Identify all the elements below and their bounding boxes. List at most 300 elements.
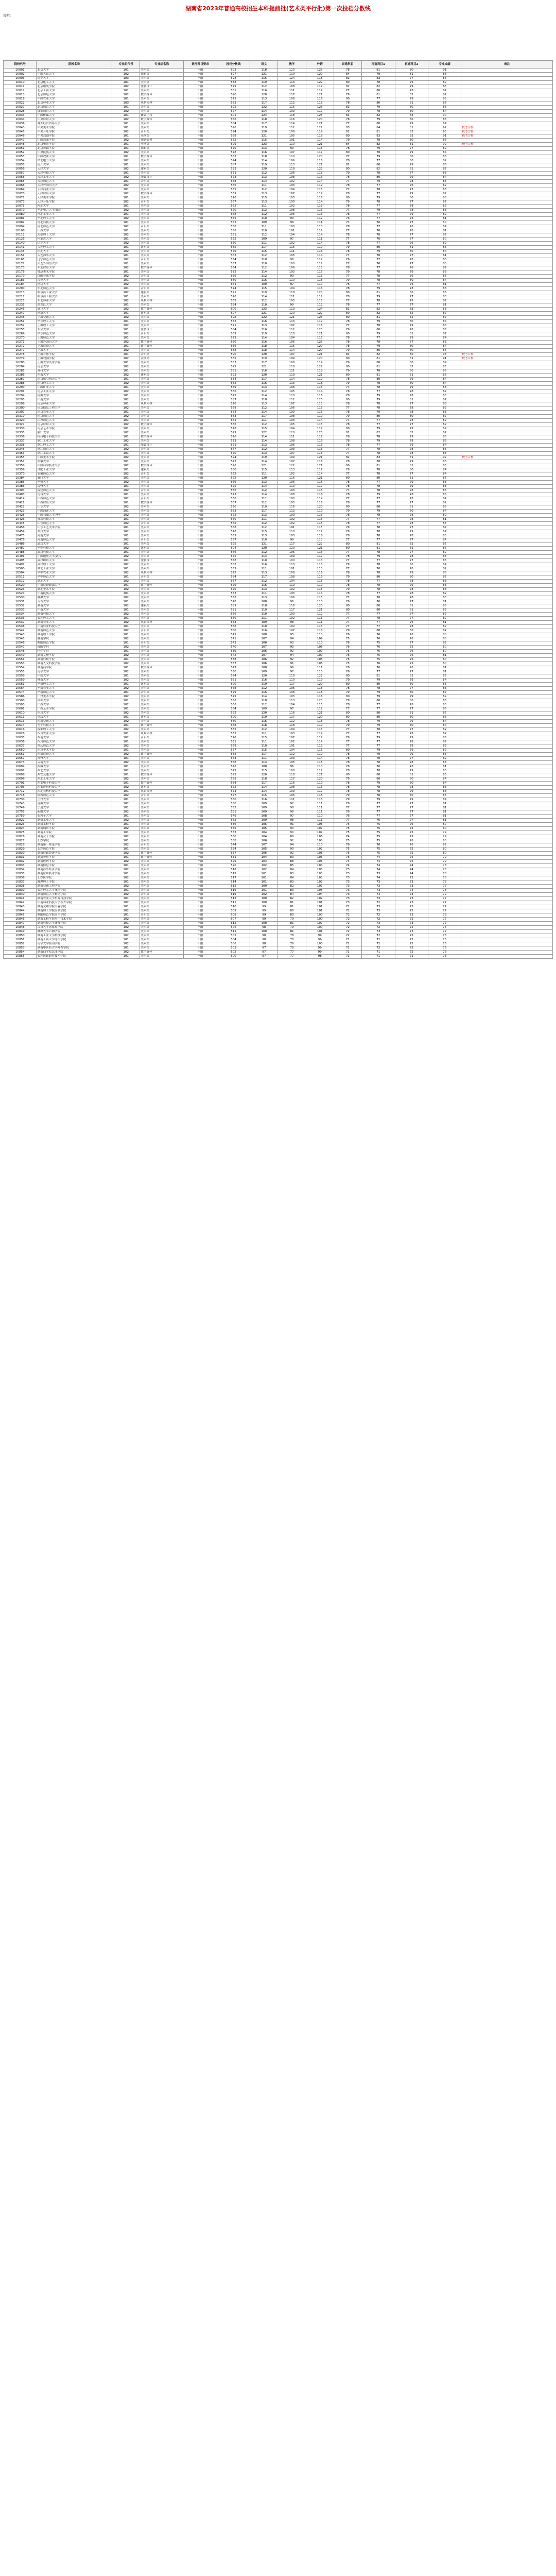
table-cell: 110 <box>278 279 306 283</box>
column-header: 专业成绩 <box>428 61 461 69</box>
table-cell: 97 <box>250 946 278 951</box>
table-cell: 79 <box>334 93 361 97</box>
table-cell: 76 <box>362 238 395 242</box>
table-cell: 516 <box>217 889 250 893</box>
table-cell: 82 <box>428 390 461 394</box>
table-cell: 76 <box>334 600 361 604</box>
table-cell: 88 <box>278 860 306 864</box>
table-cell: 东北财经大学 <box>37 266 112 270</box>
table-cell: 80 <box>362 604 395 608</box>
table-cell: 512 <box>217 922 250 926</box>
table-cell: 10551 <box>4 658 37 662</box>
table-cell: 78 <box>428 864 461 868</box>
table-cell: 107 <box>278 353 306 357</box>
table-cell: 118 <box>250 345 278 349</box>
table-cell: 80 <box>362 505 395 510</box>
table-row <box>4 839 553 843</box>
table-row <box>4 679 553 683</box>
table-cell: 109 <box>250 621 278 625</box>
table-cell: 597 <box>217 312 250 316</box>
table-row <box>4 460 553 464</box>
table-cell: 97 <box>278 707 306 711</box>
table-cell: 74 <box>395 889 428 893</box>
table-cell: 音乐类 <box>140 497 184 501</box>
table-cell: 100 <box>278 625 306 629</box>
table-cell: 83 <box>428 435 461 439</box>
table-row <box>4 180 553 184</box>
table-cell: 10614 <box>4 724 37 728</box>
table-cell: 84 <box>278 893 306 897</box>
table-cell: 114 <box>306 732 334 736</box>
table-cell: 553 <box>217 621 250 625</box>
table-cell: 568 <box>217 180 250 184</box>
table-cell: 79 <box>362 73 395 77</box>
table-cell: 80 <box>395 291 428 295</box>
table-cell: 594 <box>217 674 250 679</box>
table-cell: 美术类 <box>140 563 184 567</box>
table-cell: 78 <box>395 205 428 209</box>
table-cell: 72 <box>362 918 395 922</box>
table-cell: 566 <box>217 184 250 188</box>
table-cell: 112 <box>306 303 334 308</box>
table-cell: 不限 <box>184 279 217 283</box>
table-cell: 79 <box>362 106 395 110</box>
table-cell: 591 <box>217 608 250 613</box>
table-cell: 109 <box>250 810 278 815</box>
table-cell: 10475 <box>4 534 37 538</box>
table-cell: 10511 <box>4 575 37 580</box>
table-cell: 不限 <box>184 167 217 172</box>
table-cell: 102 <box>112 130 140 134</box>
table-cell: 10823 <box>4 823 37 827</box>
table-cell: 81 <box>395 464 428 468</box>
table-cell: 75 <box>334 823 361 827</box>
table-cell: 风景园林 <box>140 790 184 794</box>
table-cell: 102 <box>112 275 140 279</box>
table-cell: 不限 <box>184 543 217 547</box>
table-cell: 82 <box>428 242 461 246</box>
table-cell: 美术类 <box>140 876 184 880</box>
table-row <box>4 777 553 782</box>
table-cell: 117 <box>250 122 278 126</box>
table-cell: 113 <box>278 81 306 85</box>
table-cell <box>461 538 553 543</box>
table-cell: 不限 <box>184 827 217 831</box>
table-cell: 80 <box>428 221 461 225</box>
table-cell: 80 <box>395 159 428 163</box>
table-cell: 102 <box>112 522 140 526</box>
table-cell: 114 <box>306 254 334 258</box>
table-cell: 不限 <box>184 703 217 707</box>
table-cell: 95 <box>278 633 306 637</box>
table-cell <box>461 909 553 913</box>
table-cell: 101 <box>112 238 140 242</box>
table-row <box>4 481 553 485</box>
table-cell: 82 <box>428 740 461 744</box>
table-cell: 石河子大学 <box>37 815 112 819</box>
table-cell: 上海大学 <box>37 349 112 353</box>
table-cell: 116 <box>250 89 278 93</box>
table-cell: 101 <box>112 89 140 93</box>
table-cell: 73 <box>334 872 361 876</box>
table-cell: 97 <box>278 802 306 806</box>
table-cell: 76 <box>362 765 395 769</box>
table-cell: 美术类 <box>140 369 184 374</box>
table-cell: 115 <box>306 526 334 530</box>
table-cell: 558 <box>217 625 250 629</box>
table-cell: 78 <box>334 390 361 394</box>
table-cell: 81 <box>428 666 461 670</box>
table-cell: 77 <box>334 229 361 233</box>
table-row <box>4 390 553 394</box>
table-cell: 98 <box>278 258 306 262</box>
table-cell: 美术类 <box>140 617 184 621</box>
table-cell: 106 <box>278 386 306 390</box>
table-row <box>4 303 553 308</box>
table-cell: 不限 <box>184 740 217 744</box>
table-cell: 77 <box>362 213 395 217</box>
table-cell: 115 <box>306 172 334 176</box>
table-cell: 美术类 <box>140 89 184 93</box>
table-cell: 115 <box>306 266 334 270</box>
table-cell: 82 <box>428 617 461 621</box>
table-cell: 120 <box>250 130 278 134</box>
table-cell: 110 <box>306 670 334 674</box>
table-cell: 80 <box>334 749 361 753</box>
table-cell: 79 <box>334 328 361 332</box>
table-cell: 102 <box>112 679 140 683</box>
table-cell: 99 <box>306 946 334 951</box>
table-row <box>4 163 553 167</box>
table-cell: 119 <box>250 332 278 336</box>
table-cell: 77 <box>395 262 428 266</box>
table-cell: 美术类 <box>140 848 184 852</box>
table-cell: 560 <box>217 497 250 501</box>
table-row <box>4 571 553 575</box>
table-cell <box>461 336 553 341</box>
table-cell: 77 <box>334 489 361 493</box>
table-cell: 10701 <box>4 782 37 786</box>
table-cell: 82 <box>334 106 361 110</box>
table-cell: 79 <box>334 415 361 419</box>
table-cell: 82 <box>428 625 461 629</box>
table-cell: 541 <box>217 637 250 641</box>
table-cell <box>461 303 553 308</box>
table-cell: 76 <box>428 946 461 951</box>
table-cell: 80 <box>395 468 428 472</box>
table-cell: 79 <box>395 571 428 575</box>
table-row <box>4 938 553 942</box>
table-cell: 576 <box>217 435 250 439</box>
table-cell: 78 <box>362 534 395 538</box>
table-cell: 78 <box>362 324 395 328</box>
table-cell: 81 <box>428 819 461 823</box>
table-cell: 103 <box>306 872 334 876</box>
table-cell <box>461 629 553 633</box>
table-cell: 102 <box>112 374 140 378</box>
table-cell: 81 <box>395 101 428 106</box>
table-cell: 10657 <box>4 757 37 761</box>
table-cell: 80 <box>395 369 428 374</box>
table-cell: 75 <box>395 831 428 835</box>
table-cell: 不限 <box>184 905 217 909</box>
table-cell: 76 <box>395 217 428 221</box>
table-cell: 10068 <box>4 184 37 188</box>
table-cell: 118 <box>278 724 306 728</box>
table-cell <box>461 856 553 860</box>
table-cell: 美术类 <box>140 320 184 324</box>
table-cell: 美术类 <box>140 270 184 275</box>
table-cell: 101 <box>278 526 306 530</box>
table-cell: 湖南城市学院 <box>37 827 112 831</box>
table-cell: 77 <box>362 732 395 736</box>
table-cell: 10458 <box>4 526 37 530</box>
table-cell: 529 <box>217 860 250 864</box>
table-cell: 78 <box>395 489 428 493</box>
table-row <box>4 291 553 295</box>
table-cell: 112 <box>250 580 278 584</box>
table-cell: 湖南大学 <box>37 604 112 608</box>
table-cell: 117 <box>250 361 278 365</box>
table-row <box>4 654 553 658</box>
table-cell: 102 <box>112 139 140 143</box>
table-cell: 美术类 <box>140 654 184 658</box>
table-cell: 10319 <box>4 415 37 419</box>
table-cell: 75 <box>362 641 395 646</box>
table-cell <box>461 275 553 279</box>
table-cell <box>461 332 553 336</box>
table-cell: 83 <box>428 394 461 398</box>
table-cell: 101 <box>112 246 140 250</box>
table-cell <box>461 798 553 802</box>
table-cell: 89 <box>428 427 461 431</box>
table-cell: 82 <box>395 543 428 547</box>
table-cell <box>461 608 553 613</box>
table-row <box>4 81 553 85</box>
table-cell: 116 <box>250 328 278 332</box>
table-cell: 79 <box>334 699 361 703</box>
table-cell: 音乐类 <box>140 258 184 262</box>
table-cell: 77 <box>334 419 361 423</box>
table-cell: 102 <box>112 827 140 831</box>
table-cell: 590 <box>217 683 250 687</box>
table-cell: 83 <box>428 411 461 415</box>
table-cell: 不限 <box>184 893 217 897</box>
table-cell: 10854 <box>4 951 37 955</box>
table-row <box>4 551 553 555</box>
table-cell: 80 <box>395 361 428 365</box>
table-cell: 不限 <box>184 93 217 97</box>
table-cell: 116 <box>250 320 278 324</box>
table-cell: 91 <box>428 69 461 73</box>
table-cell: 10611 <box>4 716 37 720</box>
table-cell: 80 <box>334 505 361 510</box>
table-cell: 美术类 <box>140 184 184 188</box>
table-cell: 81 <box>428 810 461 815</box>
table-cell: 573 <box>217 336 250 341</box>
table-cell: 101 <box>112 740 140 744</box>
table-cell: 77 <box>334 188 361 192</box>
table-cell: 116 <box>306 213 334 217</box>
table-cell: 77 <box>334 180 361 184</box>
table-cell: 78 <box>334 769 361 773</box>
table-cell: 舞蹈类 <box>140 147 184 151</box>
table-cell: 115 <box>250 530 278 534</box>
table-cell: 113 <box>250 571 278 575</box>
table-cell: 86 <box>428 543 461 547</box>
table-cell: 101 <box>112 526 140 530</box>
table-cell: 81 <box>395 674 428 679</box>
table-cell: 78 <box>334 118 361 122</box>
table-cell: 595 <box>217 543 250 547</box>
table-cell: 76 <box>395 658 428 662</box>
table-cell: 80 <box>334 312 361 316</box>
table-cell: 108 <box>278 769 306 773</box>
table-cell: 116 <box>250 629 278 633</box>
table-cell: 102 <box>112 200 140 205</box>
table-cell: 556 <box>217 613 250 617</box>
table-cell: 568 <box>217 761 250 765</box>
column-header: 院校名称 <box>37 61 112 69</box>
table-cell: 598 <box>217 316 250 320</box>
table-cell: 78 <box>362 270 395 275</box>
table-cell: 102 <box>112 835 140 839</box>
table-cell: 78 <box>334 192 361 196</box>
table-cell: 574 <box>217 411 250 415</box>
table-cell: 93 <box>278 641 306 646</box>
table-cell: 美术类 <box>140 122 184 126</box>
table-cell: 81 <box>278 930 306 934</box>
table-cell: 114 <box>306 242 334 246</box>
table-cell: 北京林业大学 <box>37 101 112 106</box>
table-cell: 72 <box>362 946 395 951</box>
table-cell: 573 <box>217 493 250 497</box>
table-cell: 93 <box>428 353 461 357</box>
table-cell: 121 <box>306 143 334 147</box>
table-cell <box>461 633 553 637</box>
table-cell: 不限 <box>184 481 217 485</box>
table-cell: 美术类 <box>140 159 184 163</box>
table-cell <box>461 200 553 205</box>
table-cell <box>461 786 553 790</box>
table-cell: 不限 <box>184 551 217 555</box>
table-cell: 89 <box>428 147 461 151</box>
table-cell: 82 <box>278 885 306 889</box>
table-cell: 101 <box>112 699 140 703</box>
table-cell: 北京邮电大学 <box>37 93 112 97</box>
table-cell <box>461 683 553 687</box>
table-cell: 110 <box>250 217 278 221</box>
table-cell: 76 <box>395 654 428 658</box>
table-cell: 78 <box>334 757 361 761</box>
table-cell: 73 <box>334 876 361 880</box>
table-cell: 83 <box>278 880 306 885</box>
table-cell: 10845 <box>4 913 37 918</box>
table-row <box>4 753 553 757</box>
table-cell: 76 <box>362 221 395 225</box>
table-cell: 87 <box>428 575 461 580</box>
table-cell: 10272 <box>4 345 37 349</box>
table-row <box>4 200 553 205</box>
table-cell: 114 <box>250 110 278 114</box>
table-cell: 84 <box>428 724 461 728</box>
table-cell: 10072 <box>4 196 37 200</box>
table-cell: 101 <box>112 262 140 266</box>
table-row <box>4 773 553 777</box>
table-cell: 77 <box>395 613 428 617</box>
table-cell: 中央戏剧学院 <box>37 134 112 139</box>
table-cell: 78 <box>395 299 428 303</box>
table-cell: 不限 <box>184 143 217 147</box>
table-cell: 101 <box>112 229 140 233</box>
table-cell: 河南大学 <box>37 534 112 538</box>
table-cell: 102 <box>112 209 140 213</box>
table-cell: 108 <box>278 571 306 575</box>
table-cell: 590 <box>217 353 250 357</box>
table-cell <box>461 460 553 464</box>
table-row <box>4 501 553 505</box>
table-cell: 102 <box>112 514 140 518</box>
table-cell: 114 <box>250 159 278 163</box>
table-cell <box>461 617 553 621</box>
table-cell: 75 <box>428 955 461 959</box>
table-cell: 不限 <box>184 139 217 143</box>
table-cell: 101 <box>112 147 140 151</box>
table-cell: 101 <box>112 625 140 629</box>
table-cell: 杭州电子科技大学 <box>37 435 112 439</box>
table-cell: 102 <box>112 464 140 468</box>
table-cell: 107 <box>250 646 278 650</box>
table-cell: 538 <box>217 658 250 662</box>
table-cell: 119 <box>306 510 334 514</box>
table-cell: 清华大学 <box>37 77 112 81</box>
table-cell: 102 <box>112 497 140 501</box>
table-cell: 84 <box>428 777 461 782</box>
table-cell: 10353 <box>4 452 37 456</box>
table-cell: 辽宁师范大学 <box>37 258 112 262</box>
table-cell: 中国传媒大学 <box>37 114 112 118</box>
table-cell: 10543 <box>4 633 37 637</box>
table-cell: 78 <box>362 757 395 761</box>
table-cell: 115 <box>278 246 306 250</box>
table-cell: 113 <box>250 596 278 600</box>
table-cell: 77 <box>334 728 361 732</box>
table-cell: 83 <box>428 172 461 176</box>
table-cell: 76 <box>334 802 361 806</box>
table-cell: 美术类 <box>140 238 184 242</box>
table-row <box>4 332 553 336</box>
table-cell: 102 <box>278 472 306 477</box>
table-cell: 85 <box>428 180 461 184</box>
table-cell: 113 <box>278 563 306 567</box>
table-cell: 102 <box>112 646 140 650</box>
table-cell: 72 <box>395 938 428 942</box>
table-row <box>4 464 553 468</box>
table-cell: 78 <box>334 753 361 757</box>
table-cell: 568 <box>217 687 250 691</box>
table-cell: 79 <box>362 332 395 336</box>
table-row <box>4 423 553 427</box>
table-cell: 广西艺术学院 <box>37 707 112 711</box>
table-cell: 111 <box>306 666 334 670</box>
table-cell: 80 <box>334 332 361 336</box>
table-cell: 101 <box>250 889 278 893</box>
table-cell: 不限 <box>184 518 217 522</box>
table-cell: 102 <box>112 596 140 600</box>
table-cell <box>461 299 553 303</box>
table-cell <box>461 69 553 73</box>
table-cell: 100 <box>278 497 306 501</box>
